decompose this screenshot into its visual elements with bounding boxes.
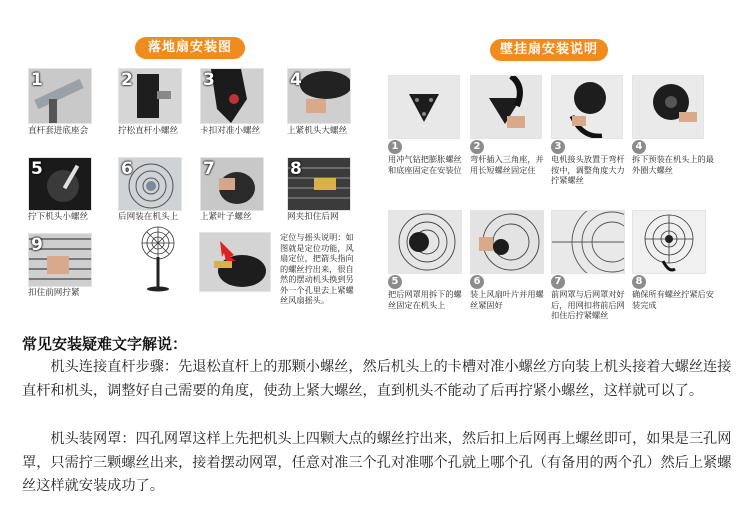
faq-title: 常见安装疑难文字解说： (22, 335, 188, 353)
wall-step-5-caption: 5 把后网罩用拆下的螺丝固定在机头上 (388, 276, 462, 310)
floor-fan-title: 落地扇安装图 (147, 40, 232, 55)
floor-step-6-number: 6 (121, 159, 133, 179)
wall-step-7-photo (551, 210, 625, 274)
floor-positioning-note: 定位与摇头说明：如图就是定位功能，风扇定位，把箭头指向的螺丝拧出来，很自然的摆动机头换到另外一个孔里去上紧螺丝风扇摇头。 (280, 232, 354, 305)
floor-step-3-number: 3 (203, 70, 215, 90)
floor-step-7-caption: 上紧叶子螺丝 (200, 212, 252, 222)
wall-fan-title: 壁挂扇安装说明 (499, 42, 598, 57)
wall-step-8-photo (632, 210, 706, 274)
floor-step-2-photo (118, 68, 182, 124)
wall-step-1-number: 1 (388, 140, 402, 154)
floor-step-5-number: 5 (31, 159, 43, 179)
faq-paragraph-2: 机头装网罩：四孔网罩这样上先把机头上四颗大点的螺丝拧出来，然后扣上后网再上螺丝即可，如果是三孔网罩，只需拧三颗螺丝出来，接着摆动网罩，任意对准三个孔对准哪个孔就上哪个孔（有备用的两个孔）然后上紧螺丝这样就安装成功了。 (22, 431, 732, 494)
floor-step-7-number: 7 (203, 159, 215, 179)
wall-step-2-photo (470, 75, 542, 139)
floor-step-1-number: 1 (31, 70, 43, 90)
floor-step-1-photo (28, 68, 92, 124)
wall-step-5-number: 5 (388, 275, 402, 289)
wall-step-3-photo (551, 75, 623, 139)
floor-step-9-number: 9 (31, 235, 43, 255)
floor-step-9-caption: 扣住前网拧紧 (28, 288, 80, 298)
wall-step-2-number: 2 (470, 140, 484, 154)
wall-step-7-number: 7 (551, 275, 565, 289)
wall-step-5-photo (388, 210, 462, 274)
floor-step-8-number: 8 (290, 159, 302, 179)
floor-step-5-photo (28, 157, 92, 211)
wall-step-3-caption: 3 电机接头放置于弯杆按中，调整角度大力拧紧螺丝 (551, 141, 625, 185)
floor-step-5-caption: 拧下机头小螺丝 (28, 212, 89, 222)
floor-step-8-caption: 网夹扣住后网 (287, 212, 339, 222)
wall-step-8-caption: 8 确保所有螺丝拧紧后安装完成 (632, 276, 714, 310)
floor-positioning-photo (199, 232, 271, 292)
floor-step-3-photo (200, 68, 264, 124)
floor-step-2-number: 2 (121, 70, 133, 90)
wall-step-3-number: 3 (551, 140, 565, 154)
wall-step-6-number: 6 (470, 275, 484, 289)
floor-step-4-number: 4 (290, 70, 302, 90)
floor-step-1-caption: 直杆套进底座会 (28, 126, 89, 136)
faq-paragraph-1: 机头连接直杆步骤：先退松直杆上的那颗小螺丝，然后机头上的卡槽对准小螺丝方向装上机头接着大螺丝连接直杆和机头，调整好自己需要的角度，使劲上紧大螺丝，直到机头不能动了后再拧紧小螺丝，这样就可以了。 (22, 359, 732, 399)
wall-fan-title-badge (490, 39, 608, 61)
wall-step-1-caption: 1 用冲气钻把膨胀螺丝和底座固定在安装位 (388, 141, 462, 175)
wall-step-4-number: 4 (632, 140, 646, 154)
wall-step-8-number: 8 (632, 275, 646, 289)
floor-step-2-caption: 拧松直杆小螺丝 (118, 126, 179, 136)
floor-fan-complete-illustration (128, 225, 188, 293)
floor-fan-title-badge (135, 37, 245, 59)
wall-step-4-caption: 4 拆下预装在机头上的最外圈大螺丝 (632, 141, 714, 175)
floor-step-9-photo (28, 233, 92, 287)
wall-step-2-caption: 2 弯杆插入三角座，并用长短螺丝固定住 (470, 141, 544, 175)
floor-step-8-photo (287, 157, 351, 211)
wall-step-4-photo (632, 75, 704, 139)
wall-step-6-caption: 6 装上风扇叶片并用螺丝紧固好 (470, 276, 544, 310)
wall-step-6-photo (470, 210, 544, 274)
floor-step-7-photo (200, 157, 264, 211)
floor-step-6-caption: 后网装在机头上 (118, 212, 179, 222)
floor-step-3-caption: 卡扣对准小螺丝 (200, 126, 261, 136)
floor-step-4-caption: 上紧机头大螺丝 (287, 126, 348, 136)
wall-step-1-photo (388, 75, 460, 139)
wall-step-7-caption: 7 前网罩与后网罩对好后，用网扣将前后网扣住后拧紧螺丝 (551, 276, 625, 320)
floor-step-6-photo (118, 157, 182, 211)
floor-step-4-photo (287, 68, 351, 124)
